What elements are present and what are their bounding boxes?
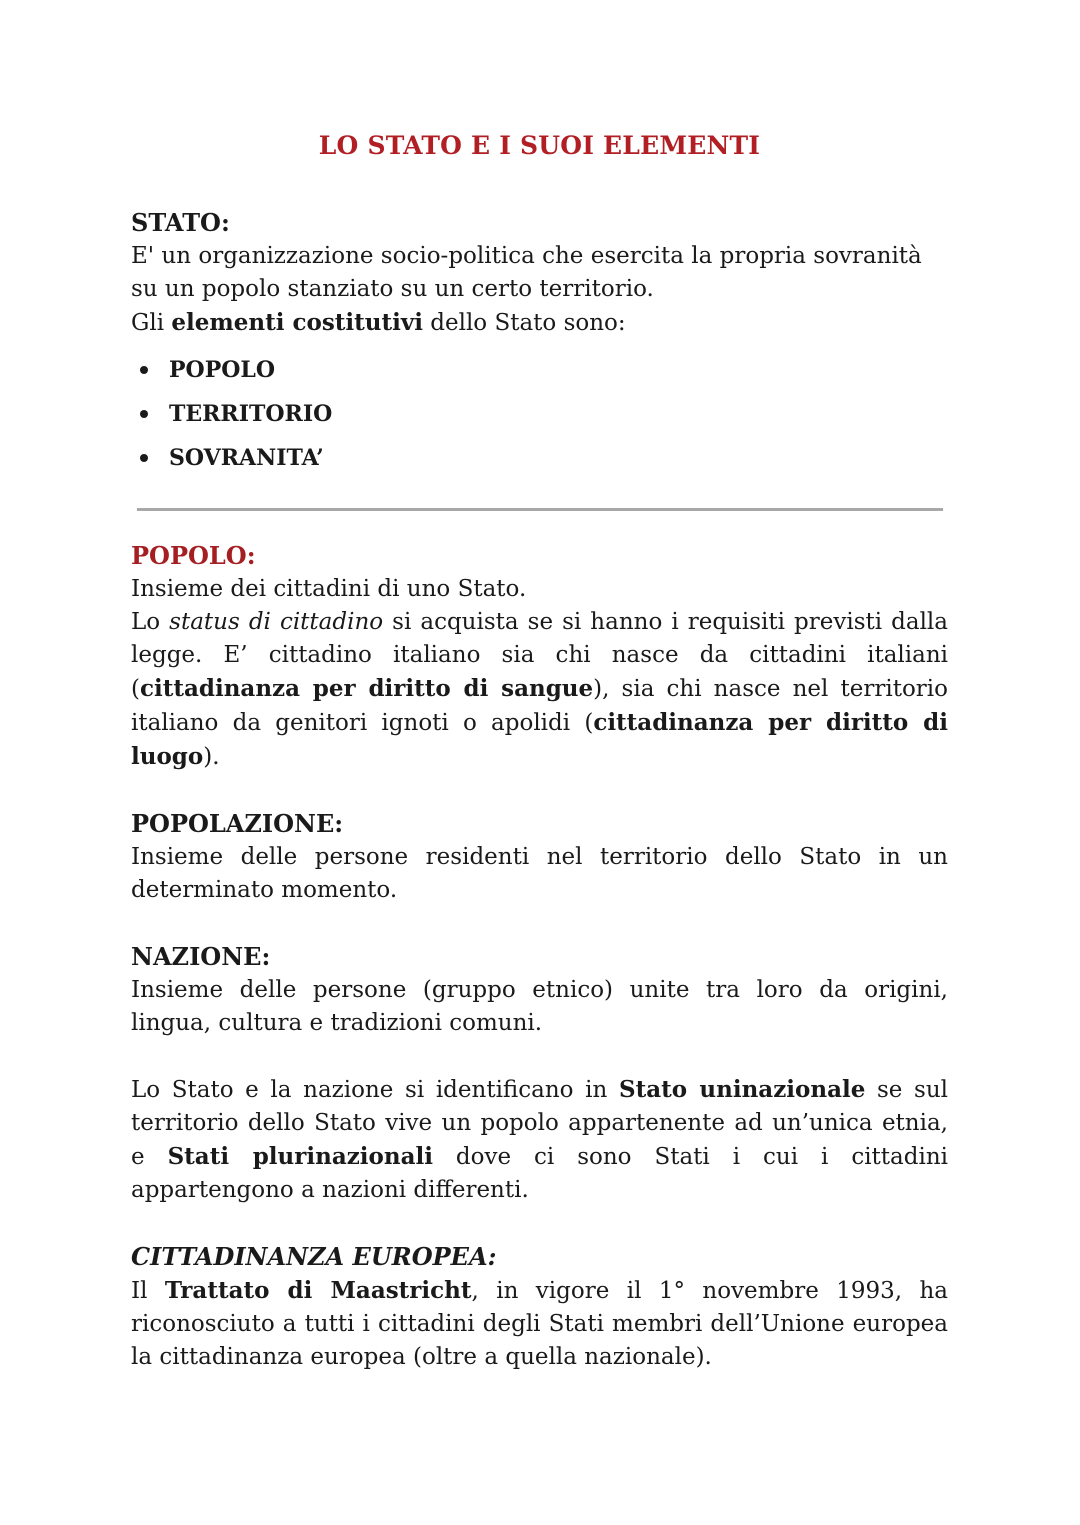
bullet-icon (140, 410, 148, 418)
trattato-maastricht-bold: Trattato di Maastricht (164, 1277, 472, 1304)
popolo-heading: POPOLO: (131, 541, 256, 570)
text-run: Il (131, 1278, 165, 1304)
stato-elements-intro (131, 306, 948, 340)
text-run: , in vigore il 1° novembre 1993, ha riconosciuto a tutti i cittadini degli Stati membri dell’Unione europea la cittadinanza europea (oltre a quella nazionale). (131, 1278, 948, 1370)
nazione-definition: Insieme delle persone (gruppo etnico) unite tra loro da origini, lingua, cultura e tradizioni comuni. (131, 977, 948, 1036)
diritto-luogo-bold: cittadinanza per diritto di luogo (131, 709, 948, 770)
spacer (131, 774, 948, 807)
nazione-heading: NAZIONE: (131, 942, 271, 971)
popolazione-definition: Insieme delle persone residenti nel territorio dello Stato in un determinato momento. (131, 844, 948, 903)
list-item (131, 436, 948, 480)
list-item (131, 348, 948, 392)
stato-definition: E' un organizzazione socio-politica che esercita la propria sovranità su un popolo stanziato su un certo territorio. (131, 243, 922, 302)
popolo-citizenship-paragraph (131, 606, 948, 774)
spacer (131, 907, 948, 940)
elements-list (131, 348, 948, 480)
list-item (131, 392, 948, 436)
text-run: Lo Stato e la nazione si identificano in (131, 1077, 619, 1103)
text-run: si acquista se si hanno i requisiti previsti dalla legge. E’ cittadino italiano sia chi nasce da cittadini italiani ( (131, 609, 949, 702)
bullet-icon (140, 366, 148, 374)
text-run: ), sia chi nasce nel territorio italiano da genitori ignoti o apolidi ( (131, 676, 948, 736)
text-run: ). (203, 744, 220, 770)
stato-heading: STATO: (131, 208, 230, 237)
stato-uninazionale-bold: Stato uninazionale (618, 1076, 866, 1103)
spacer (131, 1207, 948, 1240)
diritto-sangue-bold: cittadinanza per diritto di sangue (139, 675, 594, 702)
stato-elements-intro-bold: elementi costitutivi (171, 309, 423, 336)
page-title: LO STATO E I SUOI ELEMENTI (318, 131, 761, 160)
text-run: dove ci sono Stati i cui i cittadini appartengono a nazioni differenti. (131, 1144, 948, 1203)
text-run: se sul territorio dello Stato vive un popolo appartenente ad un’unica etnia, e (131, 1077, 948, 1170)
spacer (131, 1040, 948, 1073)
list-item-label: TERRITORIO (169, 401, 333, 427)
popolo-definition: Insieme dei cittadini di uno Stato. (131, 576, 527, 602)
cittadinanza-europea-heading: CITTADINANZA EUROPEA: (131, 1242, 497, 1271)
cittadinanza-europea-paragraph (131, 1274, 948, 1374)
stato-elements-intro-pre: Gli (131, 310, 172, 336)
status-cittadino-italic: status di cittadino (169, 609, 384, 635)
stato-elements-intro-post: dello Stato sono: (422, 310, 626, 336)
list-item-label: SOVRANITA’ (169, 445, 324, 471)
stato-nazione-paragraph (131, 1073, 948, 1207)
stati-plurinazionali-bold: Stati plurinazionali (167, 1143, 433, 1170)
section-divider (137, 508, 943, 511)
bullet-icon (140, 454, 148, 462)
text-run: Lo (131, 609, 170, 635)
list-item-label: POPOLO (169, 357, 276, 383)
popolazione-heading: POPOLAZIONE: (131, 809, 344, 838)
document-content (131, 126, 948, 1374)
